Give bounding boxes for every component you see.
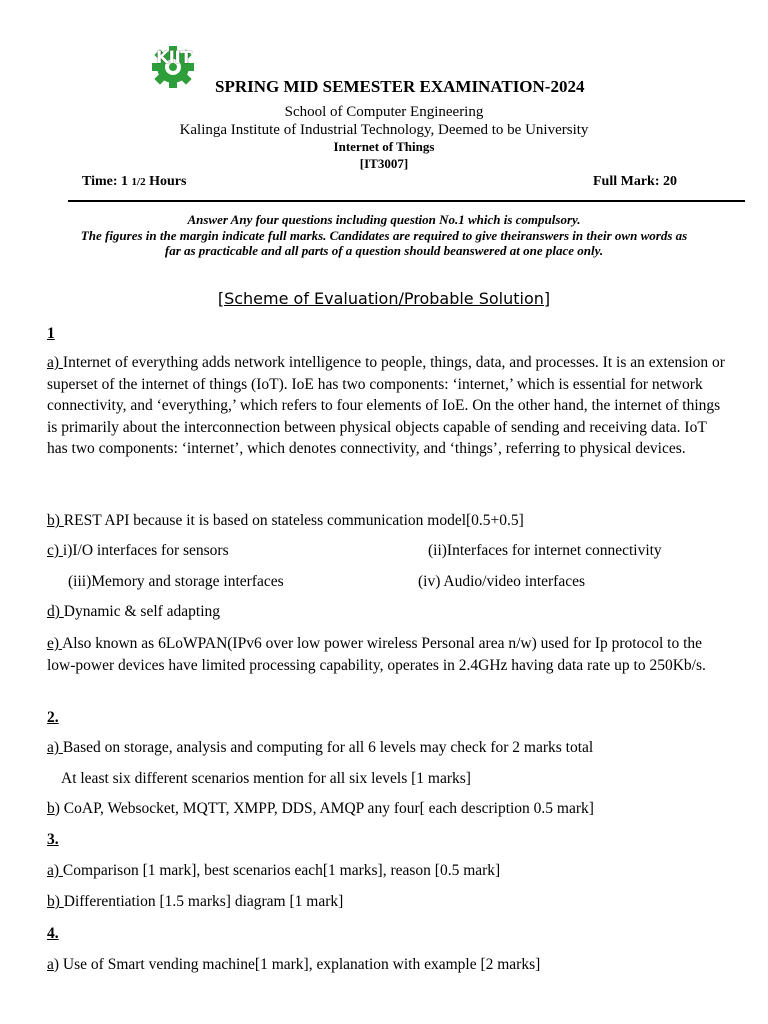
full-mark: Full Mark: 20	[593, 174, 677, 189]
q4a-label: a	[47, 956, 54, 973]
time-fraction: 1/2	[131, 176, 146, 188]
q1c-item-ii: (ii)Interfaces for internet connectivity	[428, 542, 662, 559]
q3b-answer	[47, 891, 727, 913]
scheme-title-text: [Scheme of Evaluation/Probable Solution]	[217, 289, 551, 308]
q3b-label: b)	[47, 893, 64, 910]
q1d-answer	[47, 601, 727, 623]
q2a-label: a)	[47, 739, 63, 756]
q2a-text-2: At least six different scenarios mention for all six levels [1 marks]	[61, 770, 471, 787]
time-label: Time: 1	[82, 174, 132, 189]
q1c-item-iv: (iv) Audio/video interfaces	[418, 573, 586, 590]
instruction-line-3: far as practicable and all parts of a question should beanswered at one place only.	[164, 243, 604, 258]
q2b-label: b	[47, 800, 55, 817]
q1d-label: d)	[47, 603, 64, 620]
q3a-text: Comparison [1 mark], best scenarios each[1 marks], reason [0.5 mark]	[62, 862, 501, 879]
time-unit: Hours	[145, 174, 187, 189]
q1a-label: a)	[47, 354, 63, 371]
exam-title: SPRING MID SEMESTER EXAMINATION-2024	[215, 77, 585, 96]
header-divider	[68, 200, 745, 202]
q4a-answer	[47, 954, 727, 976]
q1b-answer	[47, 510, 727, 532]
school-name: School of Computer Engineering	[284, 104, 484, 120]
q1c-item-iii: (iii)Memory and storage interfaces	[68, 573, 284, 590]
q2b-answer	[47, 798, 727, 820]
instruction-line-2: The figures in the margin indicate full marks. Candidates are required to give theiranswers in their own words as	[80, 228, 688, 243]
q3a-label: a)	[47, 862, 63, 879]
q1c-label: c)	[47, 542, 63, 559]
q2a-answer	[47, 737, 727, 759]
q1e-label: e)	[47, 635, 63, 652]
logo-text: KIIT	[156, 48, 192, 68]
q3-number: 3.	[47, 831, 59, 848]
q1-number: 1	[47, 325, 55, 342]
scheme-title	[0, 289, 768, 308]
q4-number: 4.	[47, 925, 59, 942]
q1e-text: Also known as 6LoWPAN(IPv6 over low power wireless Personal area n/w) used for Ip protocol to the low-power devices have limited processing capability, operates in 2.4GHz having data rate up to 250Kb/s.	[47, 635, 706, 674]
q1c-item-i: i)I/O interfaces for sensors	[62, 542, 229, 559]
instruction-line-1: Answer Any four questions including question No.1 which is compulsory.	[187, 212, 581, 227]
university-name: Kalinga Institute of Industrial Technology, Deemed to be University	[179, 122, 589, 138]
q4a-text: ) Use of Smart vending machine[1 mark], explanation with example [2 marks]	[53, 956, 541, 973]
q1d-text: Dynamic & self adapting	[63, 603, 221, 620]
q2-number: 2.	[47, 709, 59, 726]
q1b-label: b)	[47, 512, 64, 529]
exam-time	[82, 174, 186, 190]
q2a-text: Based on storage, analysis and computing for all 6 levels may check for 2 marks total	[62, 739, 594, 756]
q1b-text: REST API because it is based on stateless communication model[0.5+0.5]	[63, 512, 524, 529]
q3b-text: Differentiation [1.5 marks] diagram [1 mark]	[63, 893, 344, 910]
q2b-text: ) CoAP, Websocket, MQTT, XMPP, DDS, AMQP any four[ each description 0.5 mark]	[54, 800, 594, 817]
q1a-answer	[47, 352, 727, 460]
q1a-text: Internet of everything adds network intelligence to people, things, data, and processes. It is an extension or superset of the internet of things (IoT). IoE has two components: ‘internet,’ which is essential for network connectivity, and ‘everything,’ which refers to four elements of IoE. On the other hand, the internet of things is primarily about the interconnection between physical objects capable of sending and receiving data. IoT has two components: ‘internet’, which denotes connectivity, and ‘things’, referring to physical devices.	[47, 354, 725, 457]
kiit-logo	[140, 40, 206, 88]
q1e-answer	[47, 633, 727, 676]
q3a-answer	[47, 860, 727, 882]
subject-code: [IT3007]	[359, 156, 409, 171]
subject-name: Internet of Things	[333, 139, 435, 154]
